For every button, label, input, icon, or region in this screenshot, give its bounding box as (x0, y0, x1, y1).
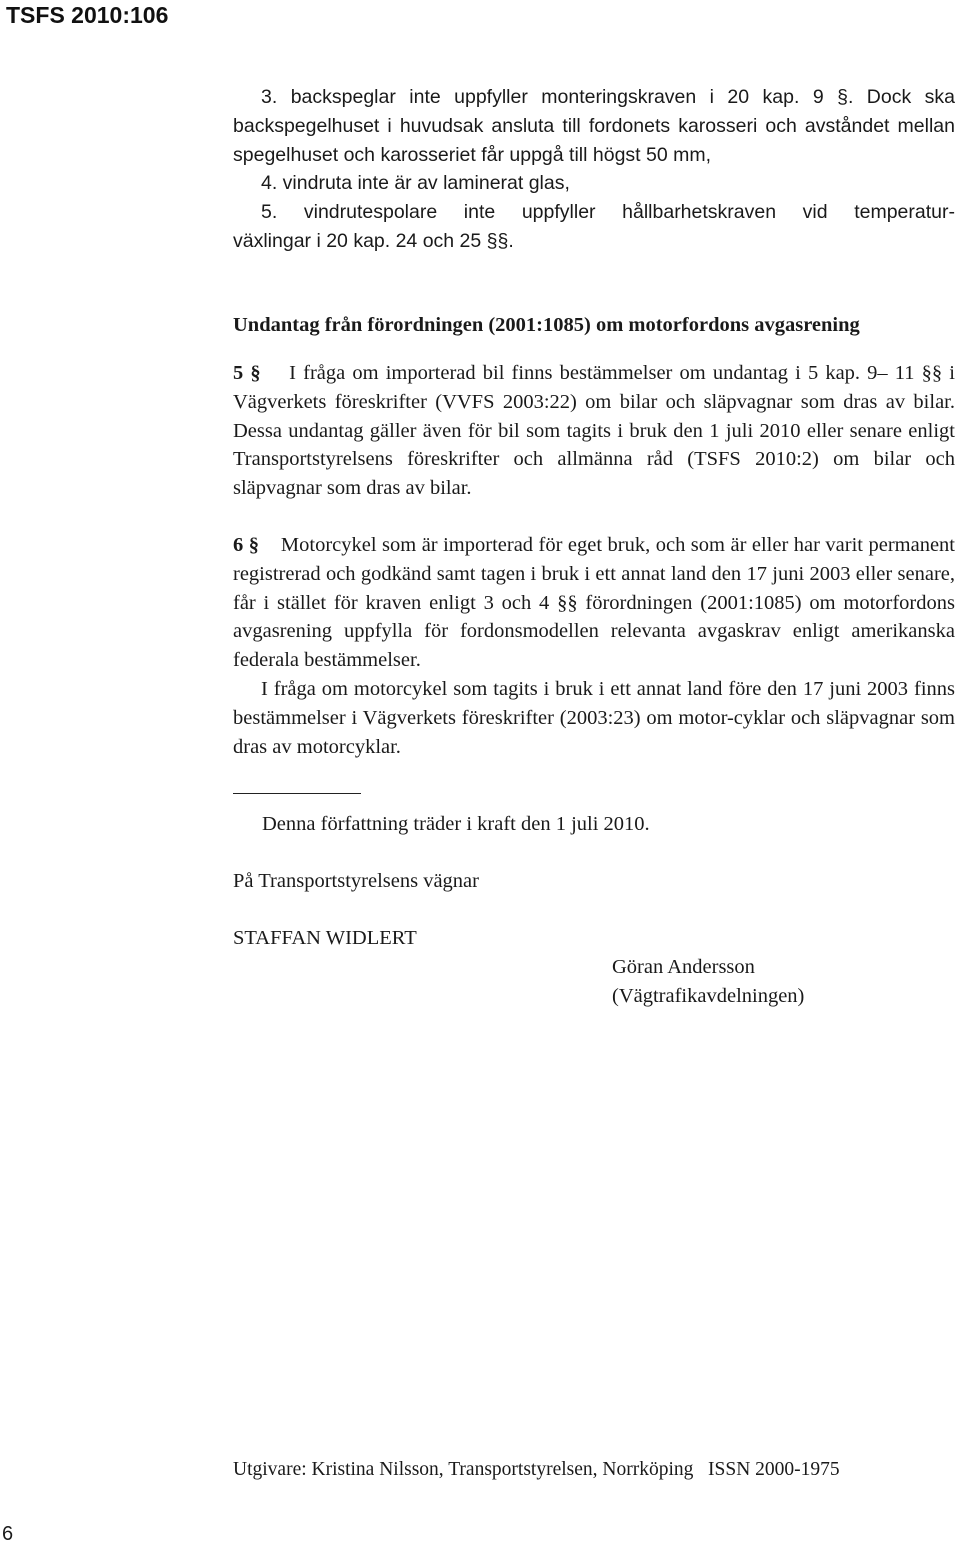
page-number: 6 (2, 1523, 14, 1545)
effective-date-statement: Denna författning träder i kraft den 1 juli 2010. (262, 813, 650, 835)
issn-text: ISSN 2000-1975 (708, 1459, 840, 1480)
paragraph-5-text-a: I fråga om importerad bil finns bestämmelser om undantag i 5 kap. 9– 11 §§ i Vägverkets föreskrifter (VVFS 2003:22) om bilar och släpvagnar som dras av bilar. (233, 362, 956, 413)
paragraph-6-text: Motorcykel som är importerad för eget bruk, och som är eller har varit permanent registrerad och godkänd samt tagen i bruk i ett annat land den 17 juni 2003 eller senare, får i stället för kraven enligt 3 och 4 §§ förordningen (2001:1085) om motorfordons avgasrening uppfylla för fordonsmodellen relevanta avgaskrav enligt amerikanska federala bestämmelser. (233, 534, 955, 672)
list-item-3-first-line: 3. backspeglar inte uppfyller monteringskraven i 20 kap. 9 §. Dock ska (261, 86, 955, 108)
paragraph-6 (233, 531, 955, 761)
numbered-list (233, 83, 955, 256)
list-item-5-first-line: 5. vindrutespolare inte uppfyller hållbarhetskraven vid temperatur- (261, 201, 955, 224)
list-item-3-continuation: backspegelhuset i huvudsak ansluta till fordonets karosseri och avståndet mellan spegelhuset och karosseriet får uppgå till högst 50 mm, (233, 114, 955, 166)
signatory-name: STAFFAN WIDLERT (233, 927, 417, 949)
paragraph-number: 6 § (233, 534, 259, 556)
separator-rule (233, 793, 361, 794)
cosigner-department: (Vägtrafikavdelningen) (612, 985, 805, 1007)
paragraph-5 (233, 359, 955, 503)
list-item-4: 4. vindruta inte är av laminerat glas, (261, 172, 570, 195)
section-heading: Undantag från förordningen (2001:1085) om motorfordons avgasrening (233, 314, 860, 336)
paragraph-5-text-b: Dessa undantag gäller även för bil som tagits i bruk den 1 juli 2010 eller senare enligt Transportstyrelsens föreskrifter och allmänna råd (TSFS 2010:2) om bilar och släpvagnar som dras av bilar. (233, 419, 955, 500)
list-item-5-continuation: växlingar i 20 kap. 24 och 25 §§. (233, 229, 514, 252)
cosigner-name: Göran Andersson (612, 956, 755, 978)
document-code-header: TSFS 2010:106 (6, 2, 169, 28)
paragraph-6-second: I fråga om motorcykel som tagits i bruk i ett annat land före den 17 juni 2003 finns bestämmelser i Vägverkets föreskrifter (2003:23) om motor-cyklar och släpvagnar som dras av motorcyklar. (233, 677, 955, 758)
publisher-footer (233, 1459, 840, 1481)
on-behalf-line: På Transportstyrelsens vägnar (233, 870, 479, 892)
paragraph-number: 5 § (233, 362, 261, 384)
publisher-text: Utgivare: Kristina Nilsson, Transportstyrelsen, Norrköping (233, 1459, 694, 1480)
